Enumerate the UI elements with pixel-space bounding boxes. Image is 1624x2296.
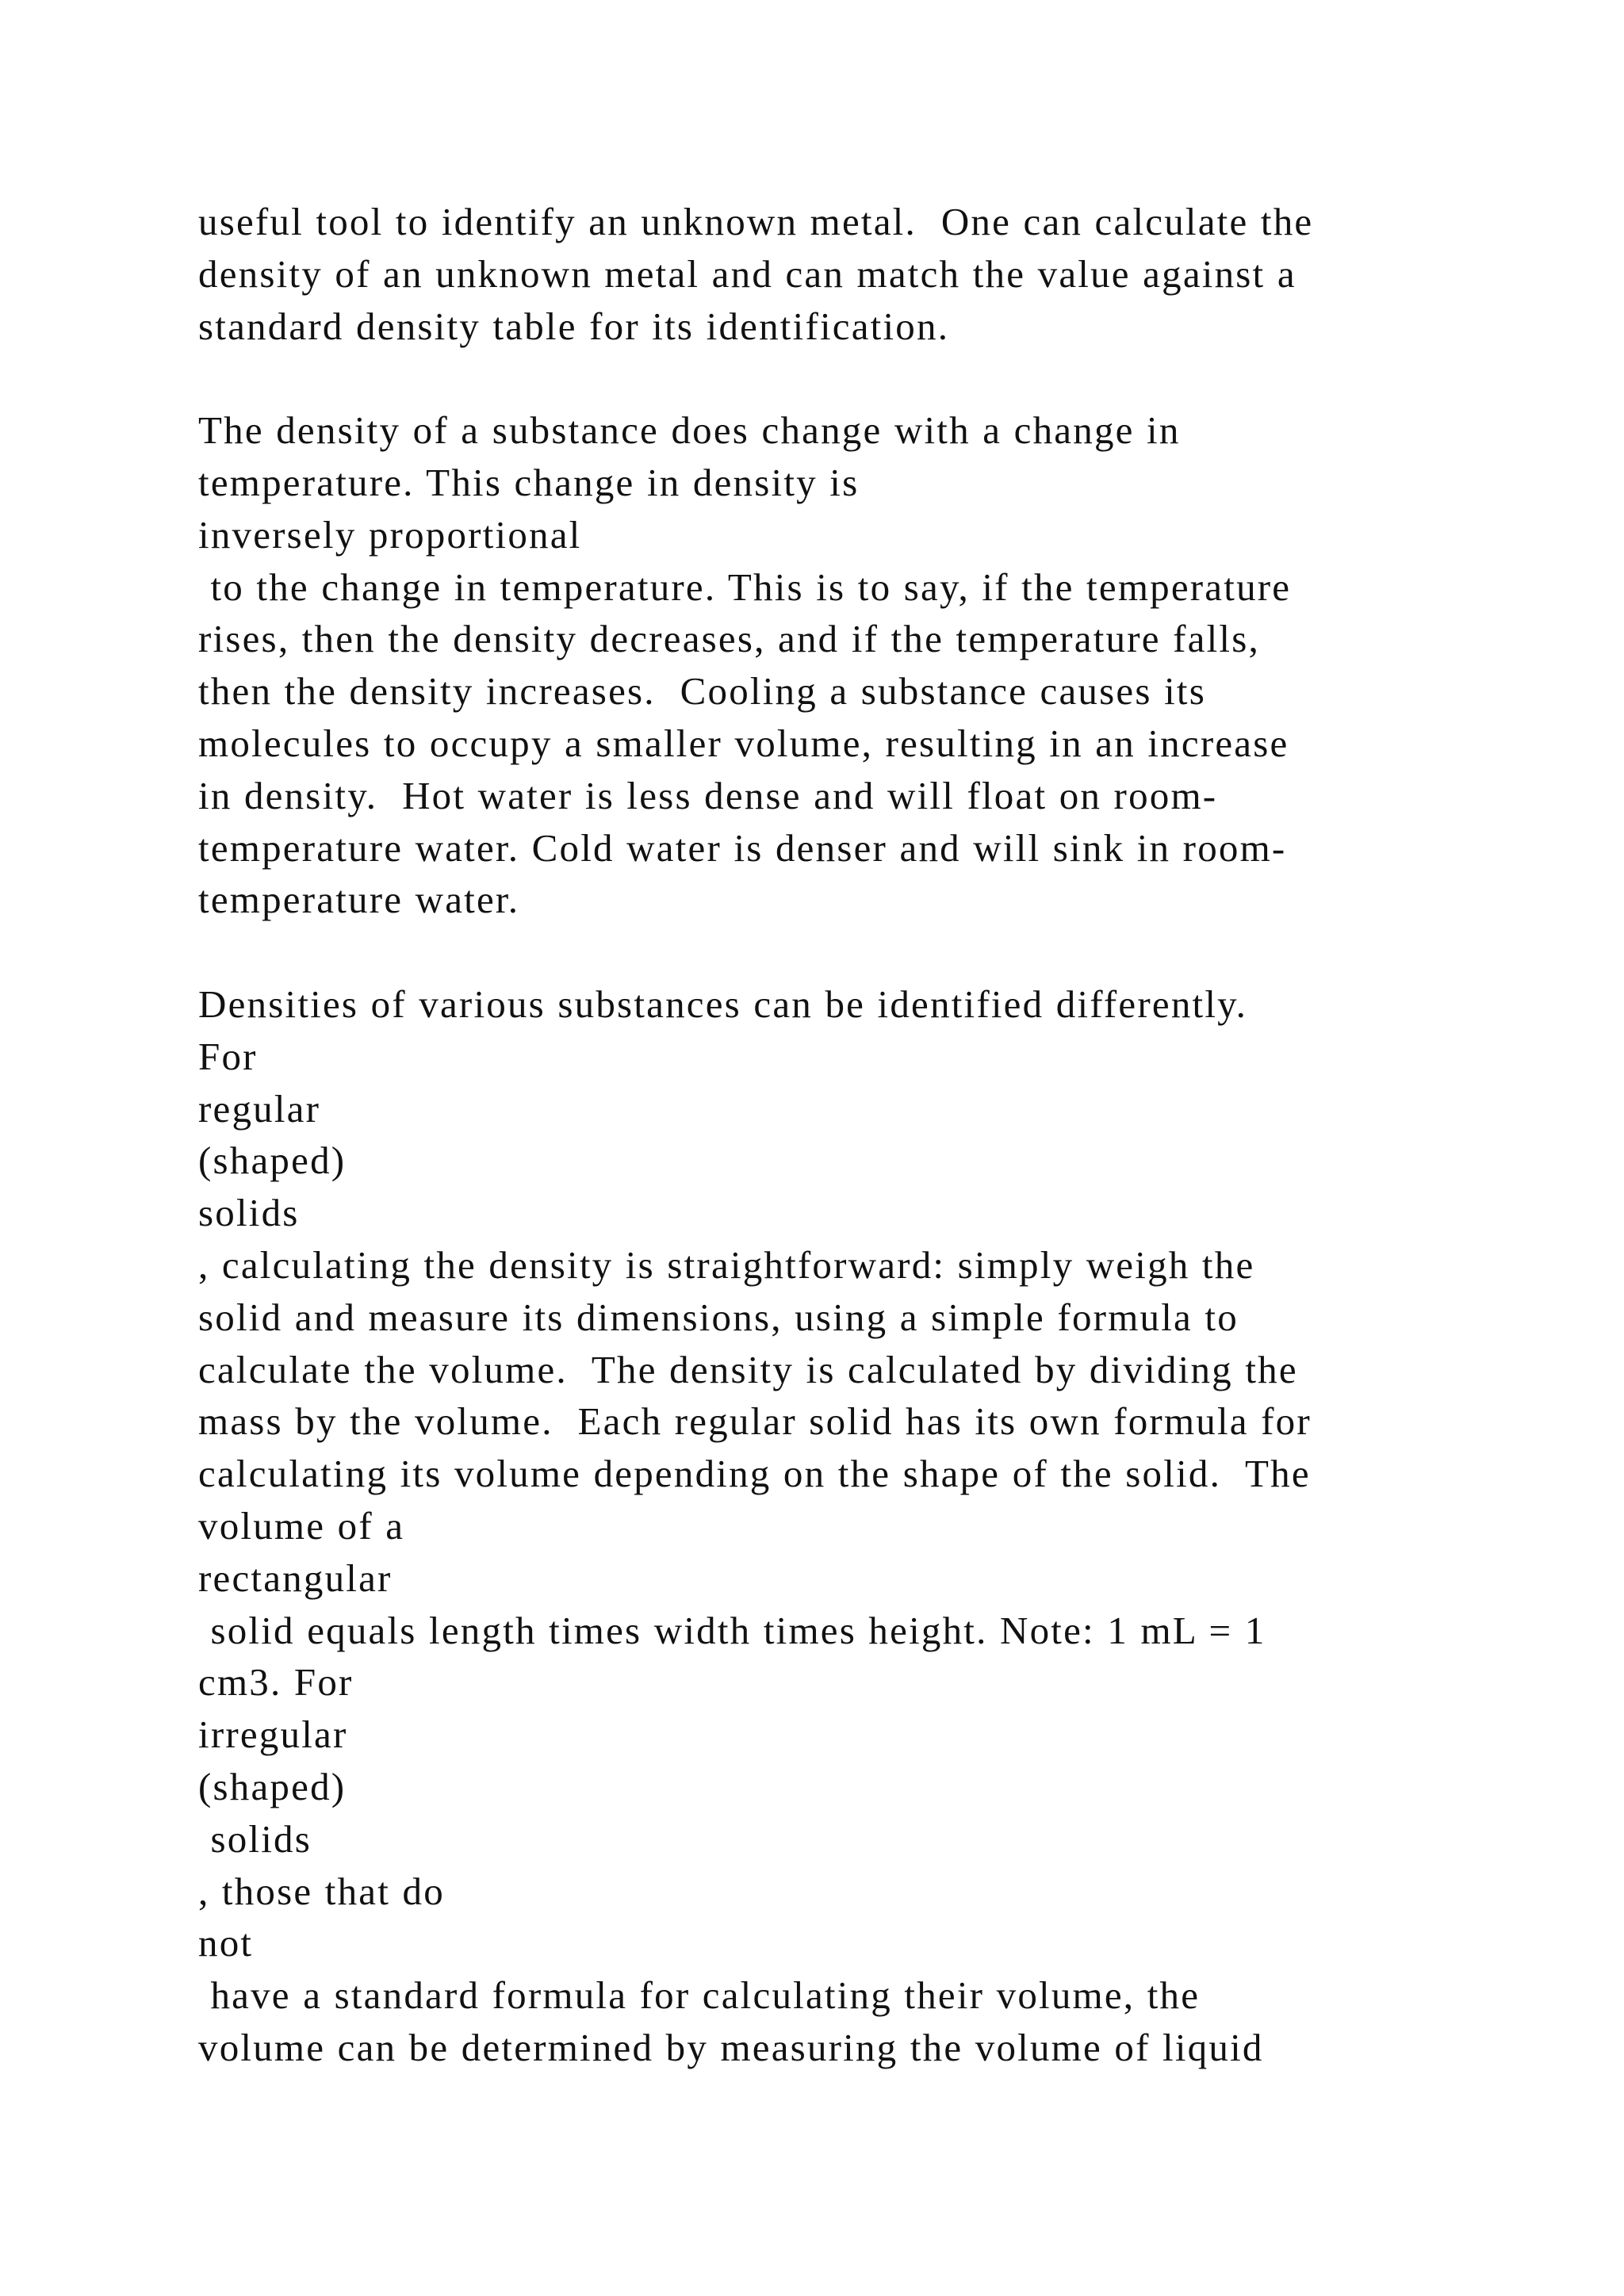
- text-line: Densities of various substances can be identified differently.: [198, 982, 1248, 1026]
- text-line: standard density table for its identification.: [198, 304, 950, 348]
- text-line: (shaped): [198, 1138, 347, 1183]
- paragraph-metal-identification: [198, 196, 1546, 352]
- paragraph-spacer: [198, 926, 1546, 978]
- text-line: cm3. For: [198, 1660, 354, 1705]
- text-line: volume of a: [198, 1503, 405, 1548]
- text-line: calculate the volume. The density is calculated by dividing the: [198, 1347, 1298, 1391]
- text-line: irregular: [198, 1712, 348, 1757]
- text-line: rises, then the density decreases, and if the temperature falls,: [198, 617, 1260, 661]
- text-line: rectangular: [198, 1556, 393, 1600]
- text-line: solid and measure its dimensions, using a simple formula to: [198, 1295, 1239, 1339]
- text-line: , calculating the density is straightforward: simply weigh the: [198, 1242, 1255, 1287]
- paragraph-density-of-solids: [198, 978, 1546, 2074]
- text-line: to the change in temperature. This is to say, if the temperature: [198, 564, 1292, 609]
- text-line: in density. Hot water is less dense and will float on room-: [198, 773, 1218, 817]
- text-line: temperature. This change in density is: [198, 460, 860, 504]
- paragraph-spacer: [198, 352, 1546, 404]
- text-line: calculating its volume depending on the shape of the solid. The: [198, 1452, 1311, 1496]
- document-body: [198, 196, 1546, 2074]
- text-line: solids: [198, 1816, 312, 1861]
- text-line: useful tool to identify an unknown metal. One can calculate the: [198, 200, 1314, 243]
- text-line: volume can be determined by measuring the volume of liquid: [198, 2025, 1264, 2069]
- text-line: temperature water.: [198, 878, 520, 922]
- paragraph-density-temperature: [198, 404, 1546, 926]
- text-line: regular: [198, 1086, 321, 1131]
- text-line: solid equals length times width times height. Note: 1 mL = 1: [198, 1608, 1266, 1652]
- text-line: density of an unknown metal and can match the value against a: [198, 251, 1297, 296]
- text-line: temperature water. Cold water is denser and will sink in room-: [198, 825, 1287, 870]
- text-line: (shaped): [198, 1764, 347, 1808]
- text-line: solids: [198, 1191, 300, 1235]
- text-line: The density of a substance does change with a change in: [198, 408, 1181, 453]
- text-line: molecules to occupy a smaller volume, resulting in an increase: [198, 721, 1289, 765]
- text-line: then the density increases. Cooling a substance causes its: [198, 669, 1206, 714]
- text-line: , those that do: [198, 1869, 445, 1913]
- text-line: mass by the volume. Each regular solid has its own formula for: [198, 1399, 1312, 1444]
- text-line: have a standard formula for calculating their volume, the: [198, 1973, 1201, 2018]
- text-line: not: [198, 1921, 254, 1965]
- text-line: For: [198, 1034, 258, 1078]
- text-line: inversely proportional: [198, 512, 582, 557]
